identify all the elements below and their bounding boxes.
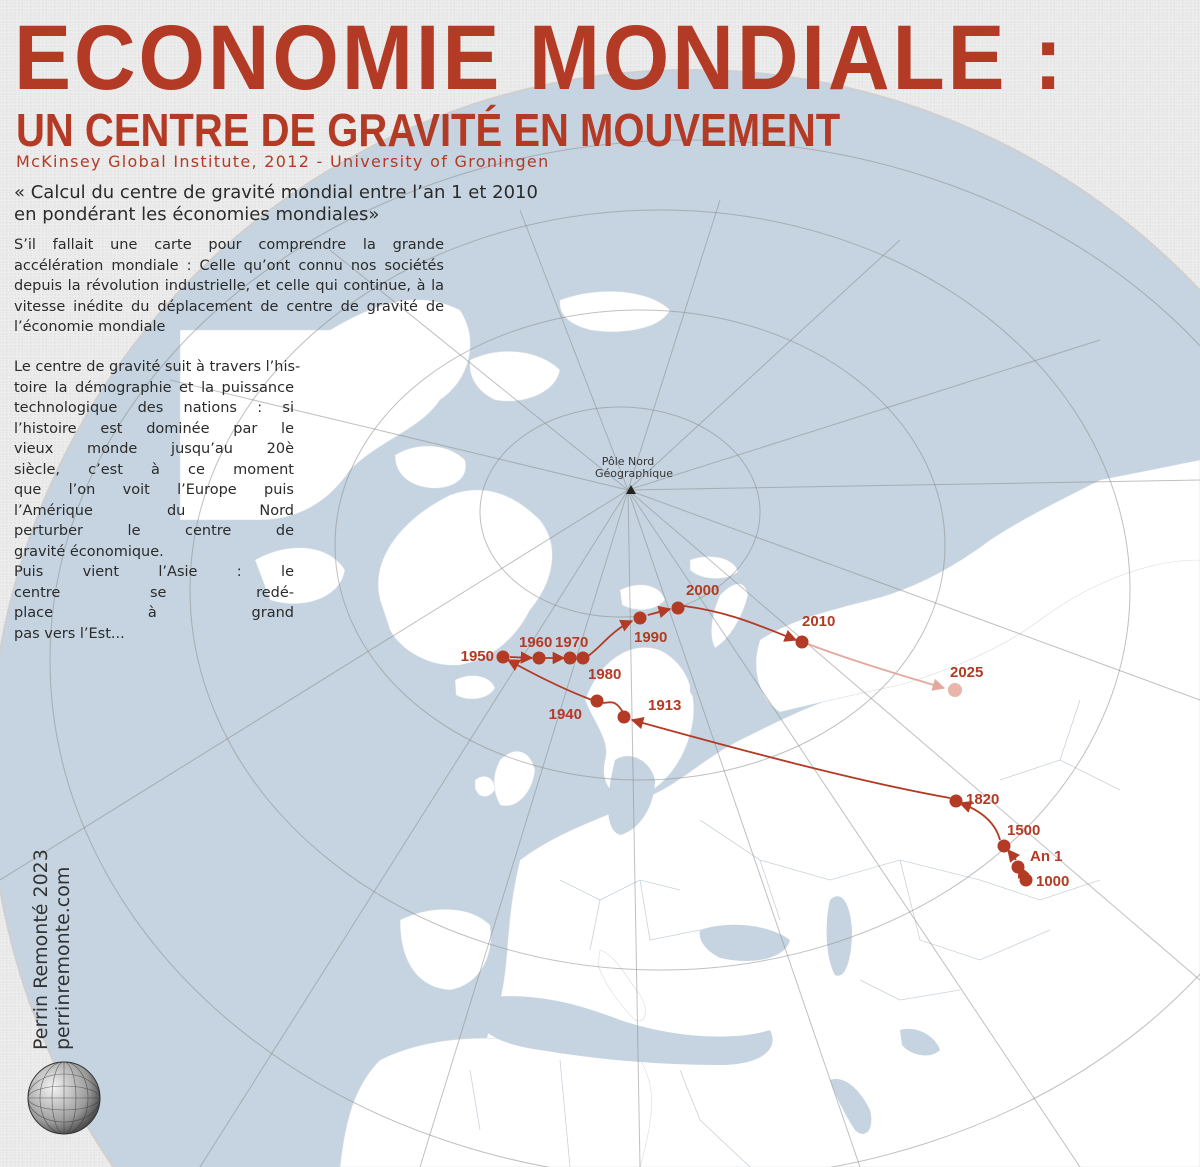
point-label-2000: 2000: [686, 582, 720, 599]
point-label-1960: 1960: [519, 634, 553, 651]
explanation-line: vieux monde jusqu’au 20è: [14, 441, 294, 457]
explanation-line: Le centre de gravité suit à travers l’his-: [14, 359, 301, 375]
point-label-1980: 1980: [588, 666, 622, 683]
source-line: McKinsey Global Institute, 2012 - University of Groningen: [16, 152, 550, 171]
point-1913: [618, 711, 631, 724]
point-label-1940: 1940: [548, 706, 582, 723]
explanation-line: centre se redé-: [14, 584, 294, 601]
author-name: Perrin Remonté 2023: [30, 849, 52, 1050]
point-label-1820: 1820: [966, 791, 1000, 808]
point-label-1990: 1990: [634, 629, 668, 646]
arrow-1950-1960: [510, 657, 532, 658]
point-label-1970: 1970: [555, 634, 589, 651]
point-label-2025: 2025: [950, 664, 984, 681]
point-label-1913: 1913: [648, 697, 682, 714]
explanation-line: place à grand: [14, 605, 294, 621]
author-website: perrinremonte.com: [52, 866, 74, 1050]
explanation-line: technologique des nations : si: [14, 400, 294, 416]
point-1960: [533, 652, 546, 665]
point-1500: [998, 840, 1011, 853]
point-1990: [634, 612, 647, 625]
explanation-line: toire la démographie et la puissance: [14, 379, 294, 396]
point-1000: [1020, 874, 1033, 887]
explanation-paragraph: [14, 357, 301, 644]
author-credit: [30, 849, 74, 1050]
point-1: [1012, 861, 1025, 874]
page-subtitle: UN CENTRE DE GRAVITÉ EN MOUVEMENT: [16, 104, 841, 156]
point-1970: [564, 652, 577, 665]
page-title: ECONOMIE MONDIALE :: [14, 7, 1066, 109]
point-2025: [948, 683, 962, 697]
point-2000: [672, 602, 685, 615]
globe-logo-icon: [24, 1058, 104, 1138]
point-2010: [796, 636, 809, 649]
pole-label-line1: Pôle Nord: [601, 455, 655, 468]
quote-line-2: en pondérant les économies mondiales»: [14, 204, 380, 225]
explanation-line: l’histoire est dominée par le: [14, 420, 294, 437]
explanation-line: Puis vient l’Asie : le: [14, 564, 294, 580]
point-1940: [591, 695, 604, 708]
point-label-1000: 1000: [1036, 873, 1070, 890]
point-1950: [497, 651, 510, 664]
point-label-1500: 1500: [1007, 822, 1041, 839]
point-label-1: An 1: [1030, 848, 1063, 865]
pole-label-line2: Géographique: [595, 467, 673, 480]
point-label-2010: 2010: [802, 613, 836, 630]
explanation-line: l’Amérique du Nord: [14, 502, 294, 519]
quote: [14, 182, 614, 226]
explanation-line: perturber le centre de: [14, 523, 294, 539]
explanation-line: siècle, c’est à ce moment: [14, 461, 294, 478]
point-1980: [577, 652, 590, 665]
explanation-line: gravité économique.: [14, 543, 164, 560]
point-1820: [950, 795, 963, 808]
explanation-line: que l’on voit l’Europe puis: [14, 482, 294, 498]
explanation-line: pas vers l’Est...: [14, 625, 125, 642]
quote-line-1: « Calcul du centre de gravité mondial entre l’an 1 et 2010: [14, 182, 538, 203]
point-label-1950: 1950: [460, 648, 494, 665]
intro-paragraph: S’il fallait une carte pour comprendre la grande accélération mondiale : Celle qu’ont connu nos sociétés depuis la révolution industrielle, et celle qui continue, à la vitesse inédite du déplacement de centre de gravité de l’économie mondiale: [14, 237, 444, 335]
